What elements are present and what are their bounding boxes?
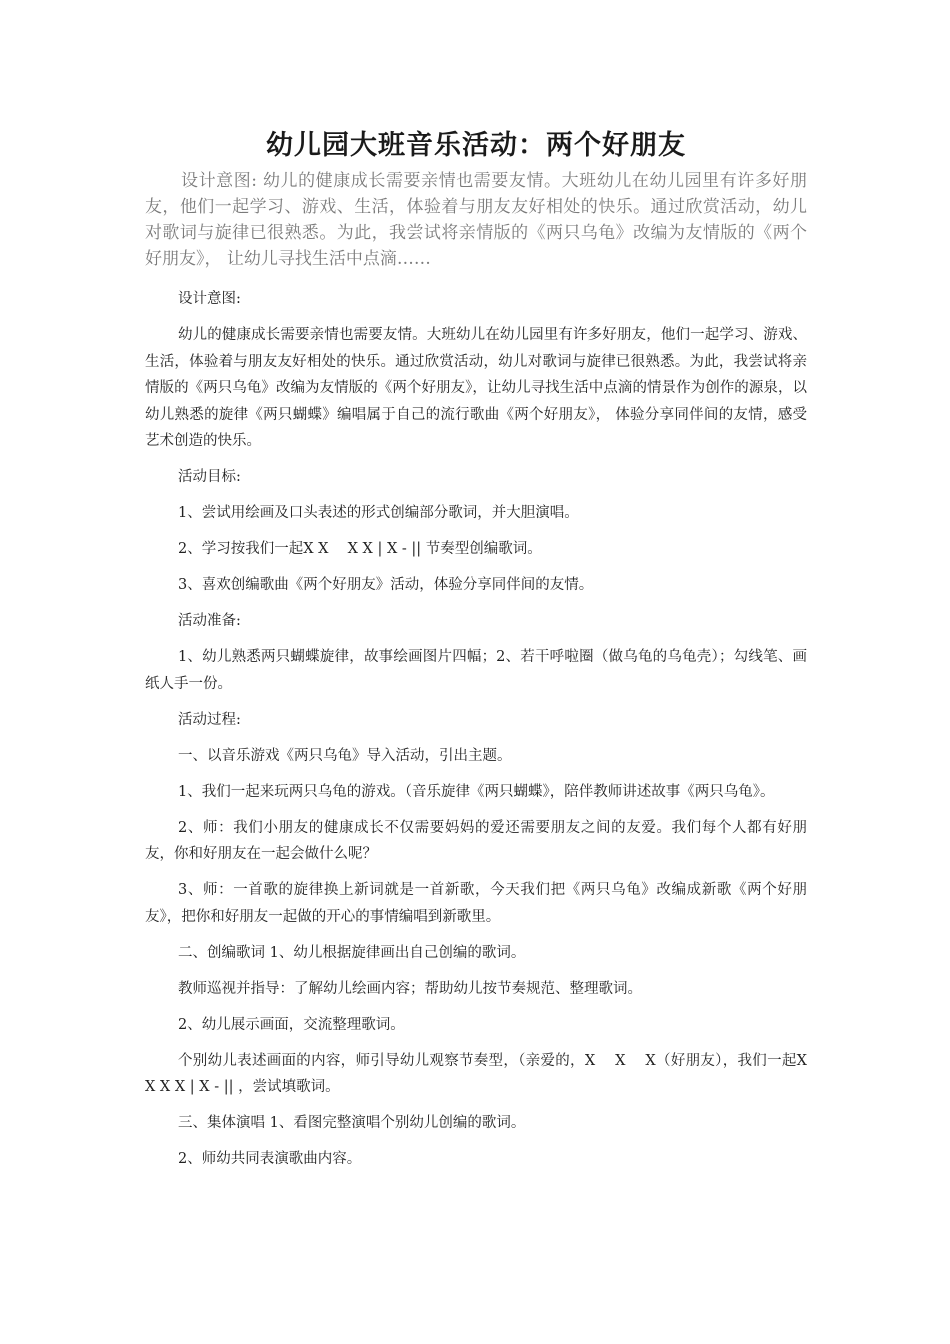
process-step-2: 二、创编歌词 1、幼儿根据旋律画出自己创编的歌词。 [178,944,526,961]
heading-design-intent: 设计意图: [178,291,241,307]
goal-item-1: 1、尝试用绘画及口头表述的形式创编部分歌词，并大胆演唱。 [178,505,579,521]
process-step-1-2: 2、师：我们小朋友的健康成长不仅需要妈妈的爱还需要朋友之间的友爱。我们每个人都有好朋友，你和好朋友在一起会做什么呢？ [145,819,807,862]
heading-activity-goals: 活动目标: [178,469,241,485]
paragraph-design-intent: 幼儿的健康成长需要亲情也需要友情。大班幼儿在幼儿园里有许多好朋友，他们一起学习、游戏、生活，体验着与朋友友好相处的快乐。通过欣赏活动，幼儿对歌词与旋律已很熟悉。为此，我尝试将亲情版的《两只乌龟》改编为友情版的《两个好朋友》，让幼儿寻找生活中点滴的情景作为创作的源泉，以幼儿熟悉的旋律《两只蝴蝶》编唱属于自己的流行歌曲《两个好朋友》， 体验分享同伴间的友情，感受艺术创造的快乐。 [145,327,807,449]
document-page [145,126,807,1182]
goal-item-2: 2、学习按我们一起X X X X | X - || 节奏型创编歌词。 [178,541,542,557]
process-step-3: 三、集体演唱 1、看图完整演唱个别幼儿创编的歌词。 [178,1115,526,1131]
heading-activity-preparation: 活动准备: [178,613,241,629]
process-step-2-guidance: 教师巡视并指导：了解幼儿绘画内容；帮助幼儿按节奏规范、整理歌词。 [178,980,642,997]
process-step-3-2: 2、师幼共同表演歌曲内容。 [178,1151,362,1167]
process-step-1: 一、以音乐游戏《两只乌龟》导入活动，引出主题。 [178,747,512,764]
preparation-item: 1、幼儿熟悉两只蝴蝶旋律，故事绘画图片四幅；2、若干呼啦圈（做乌龟的乌龟壳）；勾线笔、画纸人手一份。 [145,649,807,692]
heading-activity-process: 活动过程: [178,711,241,728]
process-step-1-1: 1、我们一起来玩两只乌龟的游戏。（音乐旋律《两只蝴蝶》，陪伴教师讲述故事《两只乌龟》。 [178,783,775,800]
process-step-1-3: 3、师：一首歌的旋律换上新词就是一首新歌，今天我们把《两只乌龟》改编成新歌《两个好朋友》，把你和好朋友一起做的开心的事情编唱到新歌里。 [145,882,807,925]
intro-summary: 设计意图: 幼儿的健康成长需要亲情也需要友情。大班幼儿在幼儿园里有许多好朋友，他们一起学习、游戏、生活，体验着与朋友友好相处的快乐。通过欣赏活动，幼儿对歌词与旋律已很熟悉。为此，我尝试将亲情版的《两只乌龟》改编为友情版的《两个好朋友》， 让幼儿寻找生活中点滴…… [145,171,807,269]
process-step-2-2: 2、幼儿展示画面，交流整理歌词。 [178,1016,405,1033]
document-title: 幼儿园大班音乐活动：两个好朋友 [266,130,686,161]
process-step-2-rhythm: 个别幼儿表述画面的内容，师引导幼儿观察节奏型，（亲爱的，X X X（好朋友），我们一起X X X X | X - || ，尝试填歌词。 [145,1052,807,1095]
goal-item-3: 3、喜欢创编歌曲《两个好朋友》活动，体验分享同伴间的友情。 [178,577,594,593]
